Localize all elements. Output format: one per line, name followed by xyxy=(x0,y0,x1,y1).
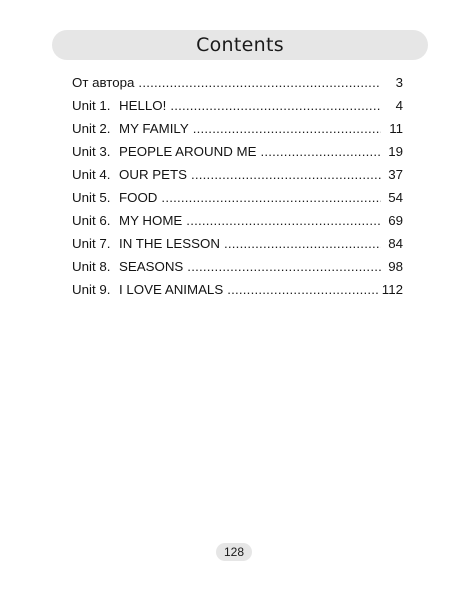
toc-entry[interactable] xyxy=(72,140,403,163)
page-number-badge xyxy=(216,543,252,561)
toc-dot-leader xyxy=(191,163,381,186)
toc-entry-page-number: 54 xyxy=(388,190,403,205)
toc-entry-page-number: 84 xyxy=(388,236,403,251)
toc-entry[interactable] xyxy=(72,94,403,117)
toc-entry-unit: Unit 1. xyxy=(72,98,111,113)
toc-dot-leader xyxy=(138,71,381,94)
toc-entry-page-number: 19 xyxy=(388,144,403,159)
toc-entry[interactable] xyxy=(72,209,403,232)
toc-dot-leader xyxy=(260,140,381,163)
toc-dot-leader xyxy=(227,278,378,301)
toc-entry-title: SEASONS xyxy=(119,259,184,274)
toc-dot-leader xyxy=(186,209,381,232)
toc-entry-title: HELLO! xyxy=(119,98,167,113)
toc-entry-page-number: 69 xyxy=(388,213,403,228)
toc-entry-title: PEOPLE AROUND ME xyxy=(119,144,257,159)
toc-entry-page-number: 112 xyxy=(381,282,403,297)
page-title: Contents xyxy=(196,34,284,56)
toc-entry[interactable] xyxy=(72,255,403,278)
toc-entry[interactable] xyxy=(72,117,403,140)
table-of-contents xyxy=(72,71,403,301)
toc-entry-page-number: 11 xyxy=(389,121,403,136)
toc-entry[interactable] xyxy=(72,278,403,301)
contents-title-banner xyxy=(52,30,428,60)
toc-entry-unit: Unit 9. xyxy=(72,282,111,297)
toc-entry-unit: Unit 2. xyxy=(72,121,111,136)
toc-entry-page-number: 37 xyxy=(388,167,403,182)
toc-entry[interactable] xyxy=(72,163,403,186)
page-number: 128 xyxy=(223,545,245,559)
toc-entry-title: IN THE LESSON xyxy=(119,236,220,251)
toc-dot-leader xyxy=(170,94,381,117)
toc-entry-unit: Unit 7. xyxy=(72,236,111,251)
toc-entry[interactable] xyxy=(72,71,403,94)
toc-entry-unit: Unit 4. xyxy=(72,167,111,182)
toc-entry-title: MY FAMILY xyxy=(119,121,189,136)
toc-entry-unit: Unit 3. xyxy=(72,144,111,159)
toc-entry-unit: Unit 8. xyxy=(72,259,111,274)
toc-dot-leader xyxy=(161,186,381,209)
toc-entry-unit: Unit 5. xyxy=(72,190,111,205)
toc-dot-leader xyxy=(193,117,381,140)
toc-entry-title: MY HOME xyxy=(119,213,183,228)
toc-entry-page-number: 4 xyxy=(395,98,403,113)
toc-entry-page-number: 3 xyxy=(395,75,403,90)
toc-entry-title: I LOVE ANIMALS xyxy=(119,282,224,297)
toc-dot-leader xyxy=(224,232,381,255)
toc-entry-page-number: 98 xyxy=(388,259,403,274)
toc-dot-leader xyxy=(187,255,381,278)
toc-entry-unit: Unit 6. xyxy=(72,213,111,228)
toc-entry-title: FOOD xyxy=(119,190,158,205)
toc-entry[interactable] xyxy=(72,186,403,209)
toc-entry[interactable] xyxy=(72,232,403,255)
toc-entry-title: От автора xyxy=(72,75,135,90)
toc-entry-title: OUR PETS xyxy=(119,167,187,182)
